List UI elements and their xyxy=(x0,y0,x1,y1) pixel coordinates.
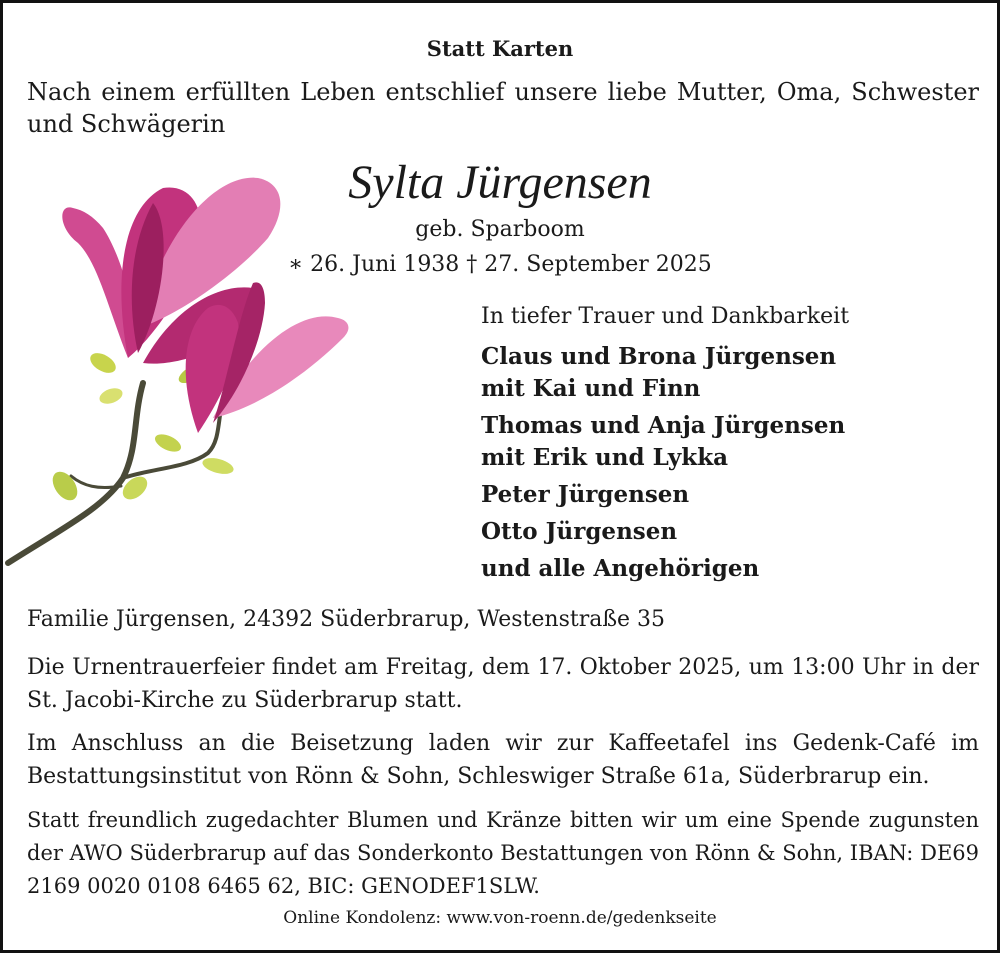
coffee-paragraph: Im Anschluss an die Beisetzung laden wir zur Kaffeetafel ins Gedenk-Café im Bestattungsinstitut von Rönn & Sohn, Schleswiger Straße 61a, Süderbrarup ein. xyxy=(27,731,979,789)
mourner-group xyxy=(481,553,845,585)
mourner-group xyxy=(481,341,845,405)
birth-name: geb. Sparboom xyxy=(415,217,585,242)
mourner-group xyxy=(481,410,845,474)
mourner-name: mit Erik und Lykka xyxy=(481,444,729,471)
header-statt-karten: Statt Karten xyxy=(426,36,574,61)
mourner-name: und alle Angehörigen xyxy=(481,555,760,582)
family-address: Familie Jürgensen, 24392 Süderbrarup, Westenstraße 35 xyxy=(27,607,666,632)
mourner-group xyxy=(481,479,845,511)
mourner-group xyxy=(481,516,845,548)
mourner-name: Otto Jürgensen xyxy=(481,518,678,545)
ceremony-paragraph: Die Urnentrauerfeier findet am Freitag, dem 17. Oktober 2025, um 13:00 Uhr in der St. Jacobi-Kirche zu Süderbrarup statt. xyxy=(27,655,979,713)
mourner-name: Claus und Brona Jürgensen xyxy=(481,343,837,370)
intro-text: Nach einem erfüllten Leben entschlief unsere liebe Mutter, Oma, Schwester und Schwägerin xyxy=(27,78,979,138)
deceased-name: Sylta Jürgensen xyxy=(348,156,652,209)
online-condolence-link[interactable]: Online Kondolenz: www.von-roenn.de/gedenkseite xyxy=(283,908,717,928)
mourner-name: Thomas und Anja Jürgensen xyxy=(481,412,846,439)
mourner-name: mit Kai und Finn xyxy=(481,375,701,402)
mourners-list xyxy=(481,341,845,590)
mourning-line: In tiefer Trauer und Dankbarkeit xyxy=(481,304,850,329)
mourner-name: Peter Jürgensen xyxy=(481,481,690,508)
life-dates: ∗ 26. Juni 1938 † 27. September 2025 xyxy=(288,252,712,277)
donation-paragraph: Statt freundlich zugedachter Blumen und Kränze bitten wir um eine Spende zugunsten der AWO Süderbrarup auf das Sonderkonto Bestattungen von Rönn & Sohn, IBAN: DE69 2169 0020 0108 6465 62, BIC: GENODEF1SLW. xyxy=(27,808,979,898)
